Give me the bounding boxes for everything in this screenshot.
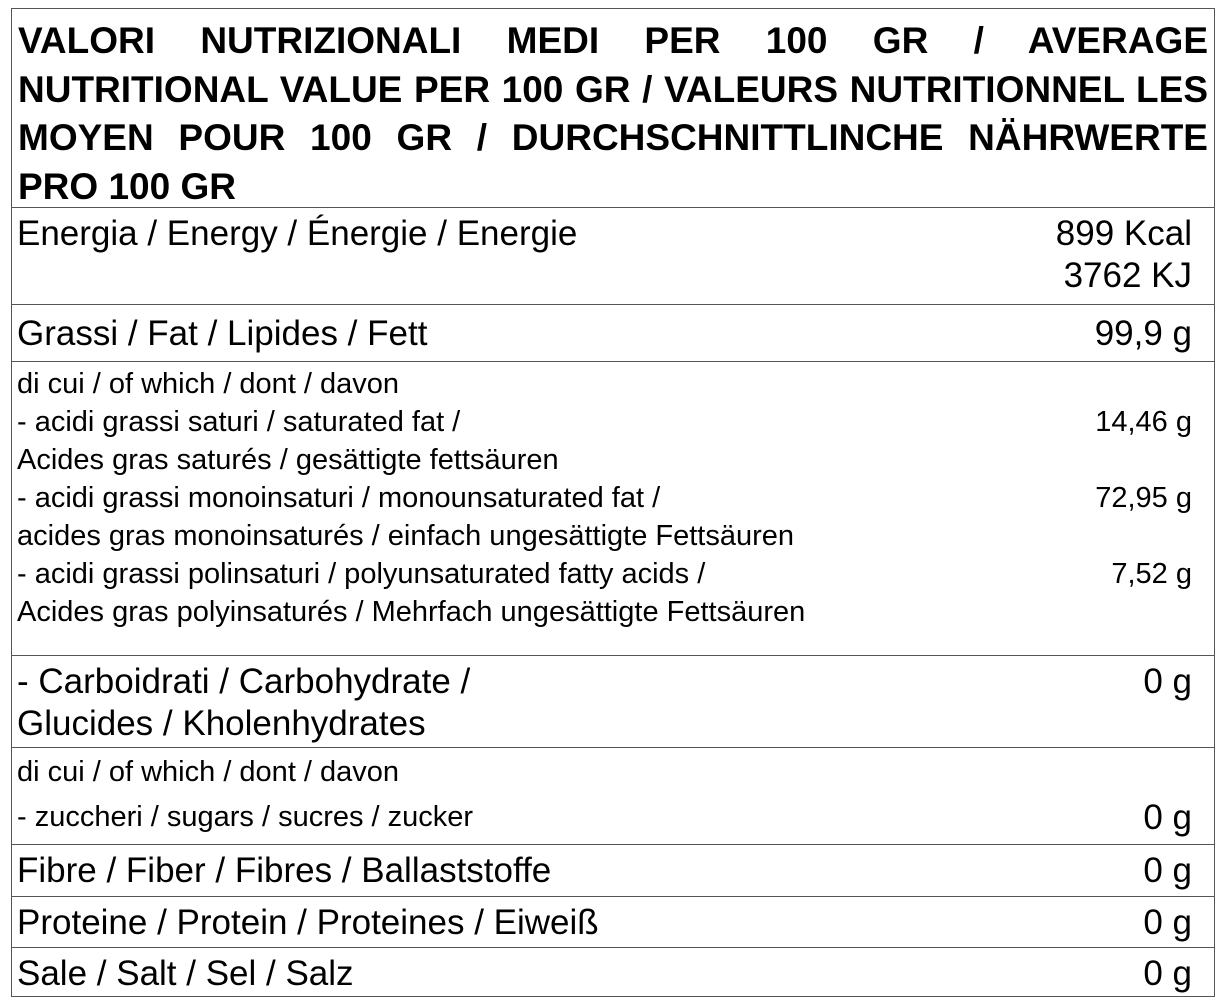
carbohydrate-label-2: Glucides / Kholenhydrates <box>17 704 426 743</box>
protein-value: 0 g <box>1143 903 1192 942</box>
energy-kcal-value: 899 Kcal <box>1055 214 1192 253</box>
energy-label: Energia / Energy / Énergie / Energie <box>17 214 578 253</box>
table-title: VALORI NUTRIZIONALI MEDI PER 100 GR / AVERAGE NUTRITIONAL VALUE PER 100 GR / VALEURS NUTRITIONNEL LES MOYEN POUR 100 GR / DURCHSCHNITTLINCHE NÄHRWERTE PRO 100 GR <box>18 20 1208 207</box>
carbohydrate-label: - Carboidrati / Carbohydrate / <box>17 662 471 701</box>
saturated-fat-label-2: Acides gras saturés / gesättigte fettsäuren <box>17 444 559 476</box>
nutrition-facts-table <box>11 8 1215 997</box>
fat-label: Grassi / Fat / Lipides / Fett <box>17 314 428 353</box>
fiber-label: Fibre / Fiber / Fibres / Ballaststoffe <box>17 851 552 890</box>
row-carb-breakdown <box>12 747 1214 844</box>
salt-value: 0 g <box>1143 954 1192 993</box>
row-salt <box>12 947 1214 998</box>
sugars-label: - zuccheri / sugars / sucres / zucker <box>17 801 474 833</box>
monounsaturated-fat-label-2: acides gras monoinsaturés / einfach ungesättigte Fettsäuren <box>17 520 795 552</box>
fiber-value: 0 g <box>1143 851 1192 890</box>
row-fiber <box>12 844 1214 896</box>
saturated-fat-label: - acidi grassi saturi / saturated fat / <box>17 406 461 438</box>
fat-of-which-label: di cui / of which / dont / davon <box>17 368 400 400</box>
polyunsaturated-fat-value: 7,52 g <box>1111 558 1192 590</box>
monounsaturated-fat-label: - acidi grassi monoinsaturi / monounsaturated fat / <box>17 482 661 514</box>
sugars-value: 0 g <box>1143 798 1192 837</box>
fat-value: 99,9 g <box>1094 314 1192 353</box>
carbohydrate-value: 0 g <box>1143 662 1192 701</box>
carb-of-which-label: di cui / of which / dont / davon <box>17 756 400 788</box>
row-fat-breakdown <box>12 361 1214 655</box>
saturated-fat-value: 14,46 g <box>1095 406 1192 438</box>
salt-label: Sale / Salt / Sel / Salz <box>17 954 354 993</box>
row-carbohydrate <box>12 655 1214 747</box>
row-fat <box>12 304 1214 361</box>
header-section <box>12 9 1214 207</box>
polyunsaturated-fat-label: - acidi grassi polinsaturi / polyunsaturated fatty acids / <box>17 558 706 590</box>
row-energy <box>12 207 1214 304</box>
polyunsaturated-fat-label-2: Acides gras polyinsaturés / Mehrfach ungesättigte Fettsäuren <box>17 596 806 628</box>
monounsaturated-fat-value: 72,95 g <box>1095 482 1192 514</box>
energy-kj-value: 3762 KJ <box>1063 256 1192 295</box>
row-protein <box>12 896 1214 947</box>
protein-label: Proteine / Protein / Proteines / Eiweiß <box>17 903 599 942</box>
